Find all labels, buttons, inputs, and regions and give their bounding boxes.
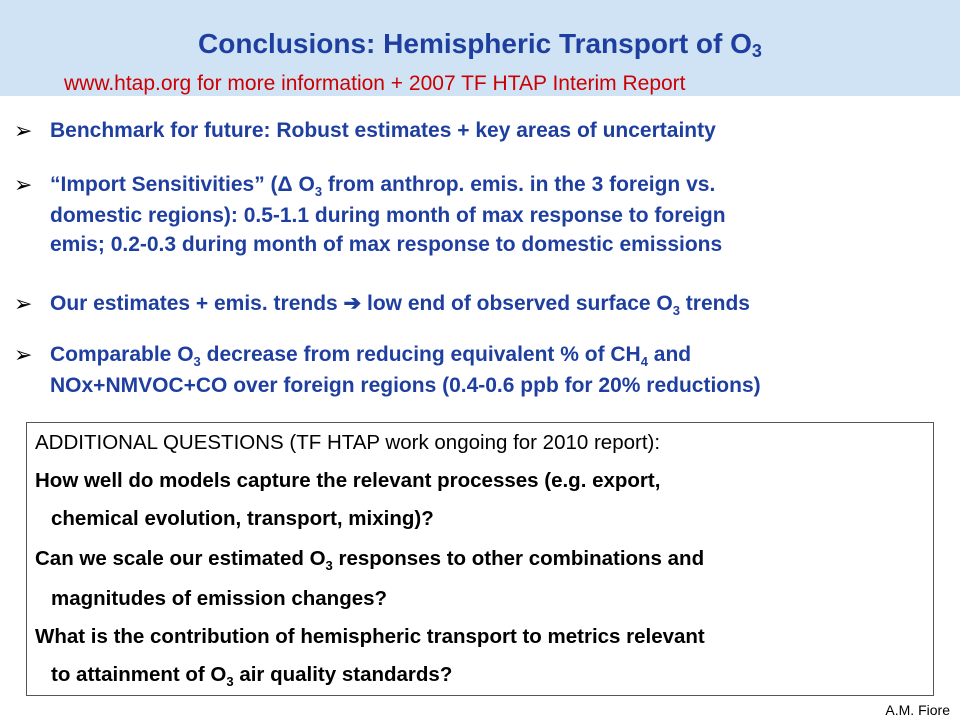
bullet-benchmark: ➢ Benchmark for future: Robust estimates + key areas of uncertainty [14,118,716,143]
subtitle-link[interactable]: www.htap.org for more information + 2007 TF HTAP Interim Report [64,72,686,95]
box-heading: ADDITIONAL QUESTIONS (TF HTAP work ongoing for 2010 report): [35,431,661,454]
question-2-line-2: magnitudes of emission changes? [51,587,388,610]
question-1-line-2: chemical evolution, transport, mixing)? [51,507,434,530]
question-1-line-1: How well do models capture the relevant processes (e.g. export, [35,469,661,492]
question-3-line-2: to attainment of $O_3$ air quality standards? [51,663,453,689]
arrow-bullet-icon: ➢ [14,342,33,367]
question-3-line-1: What is the contribution of hemispheric transport to metrics relevant [35,625,705,648]
arrow-bullet-icon: ➢ [14,172,33,197]
page-title: Conclusions: Hemispheric Transport of $O_3$ [198,28,762,61]
author-credit: A.M. Fiore [885,702,950,718]
arrow-bullet-icon: ➢ [14,118,33,143]
additional-questions-box [26,422,934,696]
delta-symbol: Δ [277,173,293,196]
bullet-emission-trends: ➢ Our estimates + emis. trends ➔ low end of observed surface $O_3$ trends [14,291,750,318]
arrow-right-icon: ➔ [343,292,362,315]
question-2-line-1: Can we scale our estimated $O_3$ responses to other combinations and [35,547,705,573]
bullet-import-sensitivities: ➢ “Import Sensitivities” (Δ $O_3$ from anthrop. emis. in the 3 foreign vs. domestic regions): 0.5-1.1 during month of max response to foreign emis; 0.2-0.3 during month of max response to domestic emissions [14,170,950,259]
bullet-comparable-decrease: ➢ Comparable $O_3$ decrease from reducing equivalent % of $CH_4$ and NOx+NMVOC+CO over foreign regions (0.4-0.6 ppb for 20% reductions) [14,340,950,400]
arrow-bullet-icon: ➢ [14,291,33,316]
